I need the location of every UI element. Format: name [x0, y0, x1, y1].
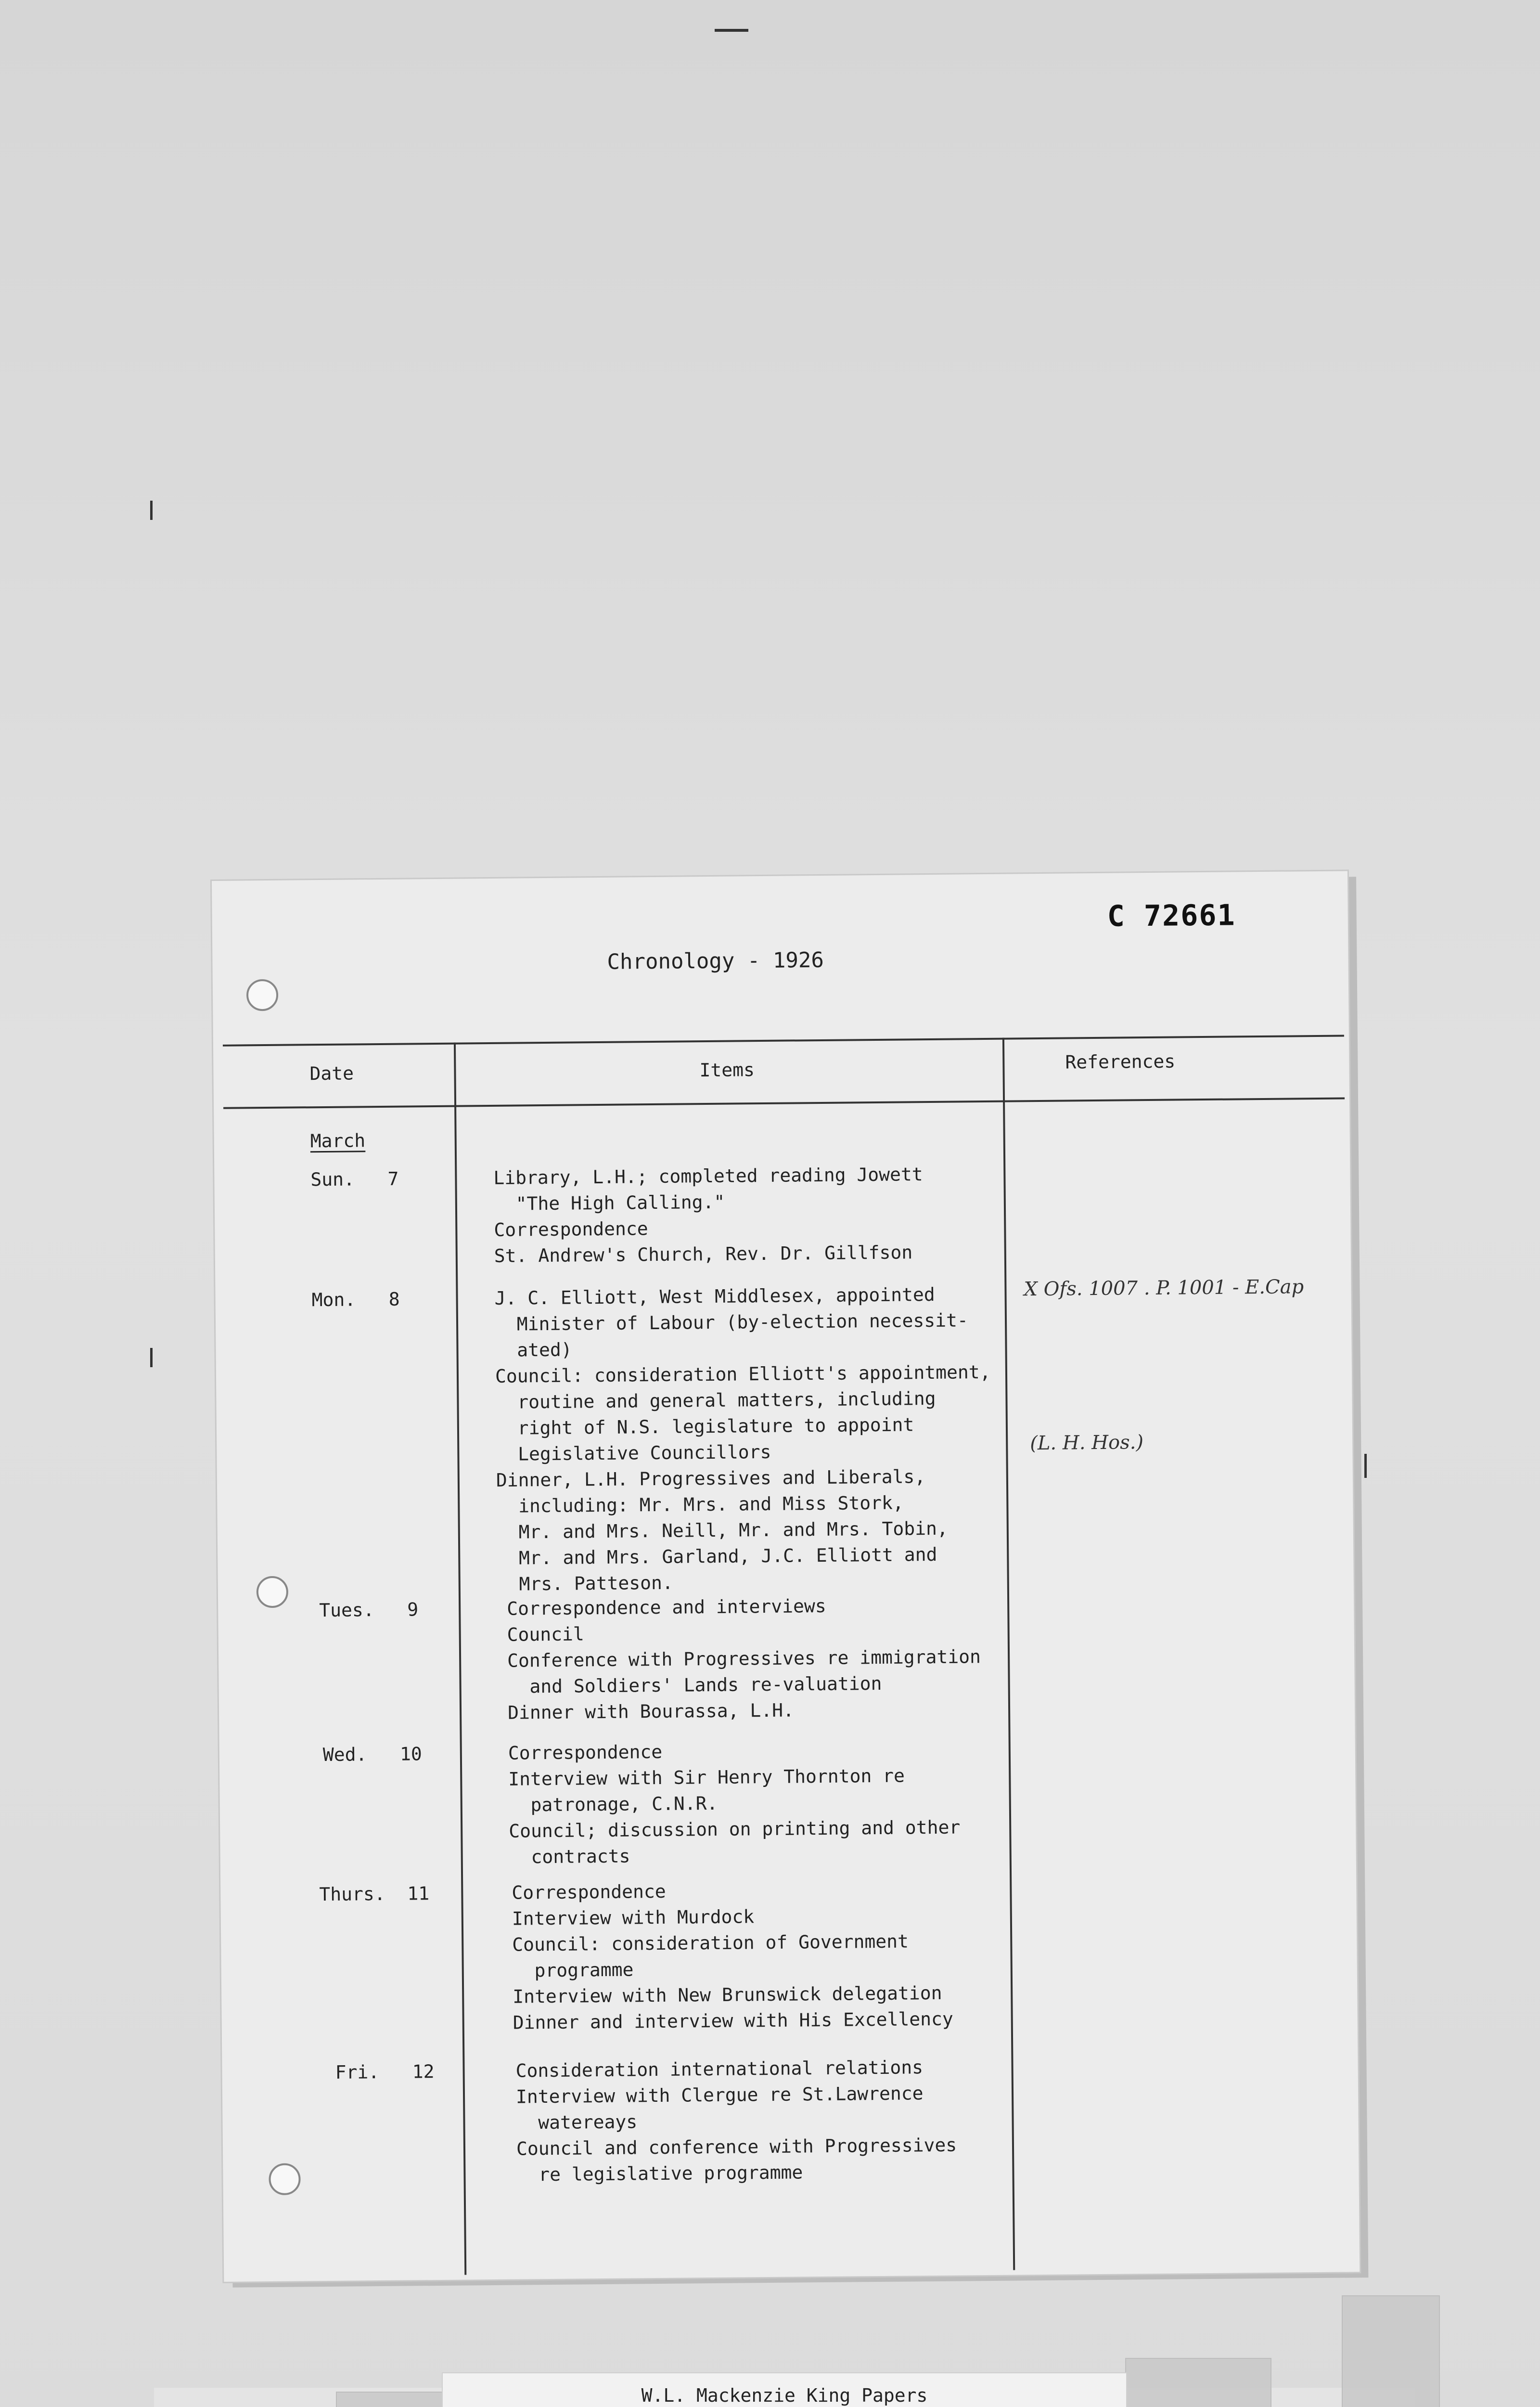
- entry-item-line: Legislative Councillors: [496, 1441, 771, 1465]
- entry-item-line: contracts: [509, 1845, 630, 1868]
- reference-note: (L. H. Hos.): [1030, 1431, 1144, 1455]
- entry-items: [508, 1736, 961, 1870]
- entry-item-line: Interview with New Brunswick delegation: [513, 1982, 942, 2007]
- collection-label: [443, 2373, 1126, 2407]
- entry-item-line: programme: [512, 1959, 634, 1981]
- entry-item-line: "The High Calling.": [493, 1191, 725, 1215]
- entry-items: [494, 1281, 992, 1597]
- entry-date: Mon. 8: [311, 1288, 400, 1311]
- entry-date: Sun. 7: [310, 1168, 399, 1191]
- entry-item-line: Correspondence: [512, 1880, 666, 1903]
- entry-items: [493, 1161, 924, 1269]
- tape-strip-far-right: [1343, 2296, 1439, 2407]
- entry-items: [507, 1592, 981, 1726]
- date-column-divider: [454, 1043, 466, 2275]
- punch-hole-bottom: [269, 2163, 301, 2195]
- tape-strip-right: [1126, 2359, 1270, 2407]
- entry-date: Fri. 12: [335, 2061, 435, 2083]
- entry-item-line: Interview with Sir Henry Thornton re: [508, 1765, 905, 1790]
- entry-item-line: Council: consideration of Government: [512, 1930, 909, 1955]
- entry-item-line: patronage, C.N.R.: [508, 1792, 718, 1816]
- right-edge-mark: [1364, 1454, 1367, 1478]
- reference-note: X Ofs. 1007 . P. 1001 - E.Cap: [1024, 1276, 1304, 1301]
- collection-label-line1: W.L. Mackenzie King Papers: [641, 2385, 928, 2406]
- document-title: Chronology - 1926: [607, 947, 824, 974]
- entry-item-line: Dinner with Bourassa, L.H.: [507, 1699, 795, 1723]
- top-edge-mark: [715, 29, 748, 32]
- header-bottom-rule: [223, 1097, 1345, 1109]
- month-heading: March: [310, 1130, 366, 1152]
- entry-item-line: Dinner, L.H. Progressives and Liberals,: [496, 1466, 926, 1491]
- references-column-header: References: [1065, 1050, 1176, 1073]
- entry-date: Wed. 10: [322, 1743, 422, 1766]
- entry-item-line: Library, L.H.; completed reading Jowett: [493, 1164, 923, 1189]
- entry-items: [512, 1876, 953, 2036]
- entry-item-line: routine and general matters, including: [495, 1387, 936, 1413]
- document-number: C 72661: [1107, 898, 1236, 933]
- tape-strip-left: [337, 2393, 452, 2407]
- entry-item-line: Council: [507, 1623, 585, 1645]
- entry-item-line: re legislative programme: [516, 2161, 803, 2186]
- header-top-rule: [223, 1035, 1344, 1046]
- entry-item-line: Interview with Clergue re St.Lawrence: [515, 2083, 924, 2108]
- items-column-header: Items: [699, 1059, 755, 1081]
- entry-item-line: Interview with Murdock: [512, 1906, 755, 1929]
- entry-item-line: ated): [495, 1339, 572, 1361]
- references-column-divider: [1002, 1038, 1015, 2270]
- punch-hole-top: [246, 979, 279, 1011]
- entry-item-line: Correspondence: [494, 1218, 648, 1241]
- entry-item-line: J. C. Elliott, West Middlesex, appointed: [494, 1283, 935, 1309]
- left-edge-mark: [150, 501, 153, 520]
- entry-items: [515, 2054, 957, 2188]
- punch-hole-middle: [257, 1576, 289, 1608]
- entry-item-line: watereays: [516, 2111, 638, 2134]
- entry-item-line: and Soldiers' Lands re-valuation: [507, 1672, 882, 1697]
- entry-date: Thurs. 11: [319, 1883, 430, 1905]
- entry-item-line: including: Mr. Mrs. and Miss Stork,: [496, 1492, 904, 1517]
- entry-date: Tues. 9: [319, 1599, 419, 1621]
- entry-item-line: Council and conference with Progressives: [516, 2134, 957, 2160]
- entry-item-line: right of N.S. legislature to appoint: [495, 1414, 914, 1439]
- entry-item-line: Mrs. Patteson.: [497, 1572, 673, 1595]
- date-column-header: Date: [309, 1062, 354, 1085]
- entry-item-line: Correspondence and interviews: [507, 1595, 826, 1619]
- entry-item-line: Mr. and Mrs. Neill, Mr. and Mrs. Tobin,: [496, 1517, 948, 1543]
- entry-item-line: St. Andrew's Church, Rev. Dr. Gillfson: [494, 1242, 913, 1267]
- entry-item-line: Correspondence: [508, 1741, 663, 1764]
- entry-item-line: Consideration international relations: [515, 2057, 924, 2082]
- entry-item-line: Council; discussion on printing and other: [509, 1816, 961, 1842]
- entry-item-line: Mr. and Mrs. Garland, J.C. Elliott and: [497, 1543, 937, 1569]
- chronology-sheet: [212, 871, 1360, 2281]
- entry-item-line: Council: consideration Elliott's appointment,: [495, 1361, 991, 1387]
- entry-item-line: Dinner and interview with His Excellency: [513, 2008, 954, 2033]
- entry-item-line: Minister of Labour (by-election necessit-: [494, 1309, 968, 1335]
- entry-item-line: Conference with Progressives re immigration: [507, 1646, 981, 1671]
- left-edge-mark-2: [150, 1348, 153, 1367]
